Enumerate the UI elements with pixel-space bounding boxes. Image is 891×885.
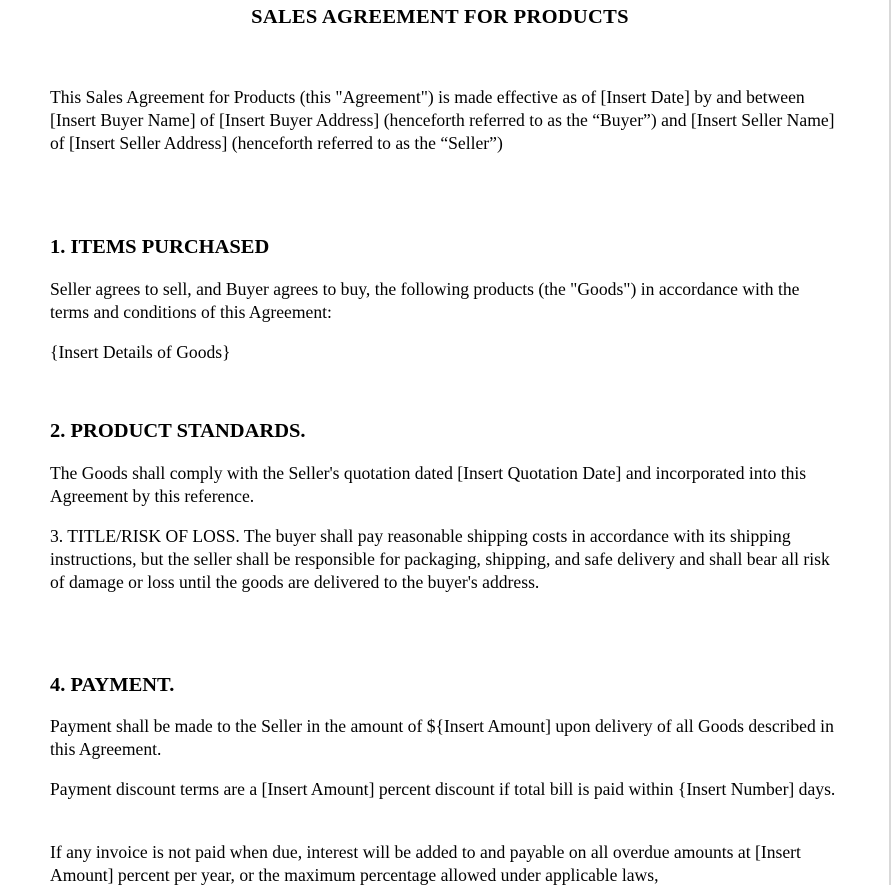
payment-discount-paragraph: Payment discount terms are a [Insert Amount] percent discount if total bill is paid within {Insert Number] days.	[50, 779, 836, 799]
overdue-interest-paragraph: If any invoice is not paid when due, interest will be added to and payable on all overdue amounts at [Insert Amount] percent per year, or the maximum percentage allowed under applicable laws,	[50, 842, 801, 885]
section-2-heading: 2. PRODUCT STANDARDS.	[50, 420, 306, 442]
section-2-paragraph: The Goods shall comply with the Seller's quotation dated [Insert Quotation Date] and incorporated into this Agreement by this reference.	[50, 463, 807, 506]
section-4-heading: 4. PAYMENT.	[50, 674, 175, 696]
intro-paragraph: This Sales Agreement for Products (this "Agreement") is made effective as of [Insert Date] by and between [Insert Buyer Name] of [Insert Buyer Address] (henceforth referred to as the “Buyer”) and [Insert Seller Name] of [Insert Seller Address] (henceforth referred to as the “Seller”)	[50, 87, 835, 153]
payment-paragraph: Payment shall be made to the Seller in the amount of ${Insert Amount] upon delivery of all Goods described in this Agreement.	[50, 716, 834, 759]
section-1-heading: 1. ITEMS PURCHASED	[50, 236, 270, 258]
document-title: SALES AGREEMENT FOR PRODUCTS	[251, 6, 629, 28]
goods-details-placeholder: {Insert Details of Goods}	[50, 342, 231, 362]
section-1-paragraph: Seller agrees to sell, and Buyer agrees to buy, the following products (the "Goods") in accordance with the terms and conditions of this Agreement:	[50, 279, 800, 322]
title-risk-of-loss-paragraph: 3. TITLE/RISK OF LOSS. The buyer shall pay reasonable shipping costs in accordance with its shipping instructions, but the seller shall be responsible for packaging, shipping, and safe delivery and shall bear all risk of damage or loss until the goods are delivered to the buyer's address.	[50, 526, 830, 592]
